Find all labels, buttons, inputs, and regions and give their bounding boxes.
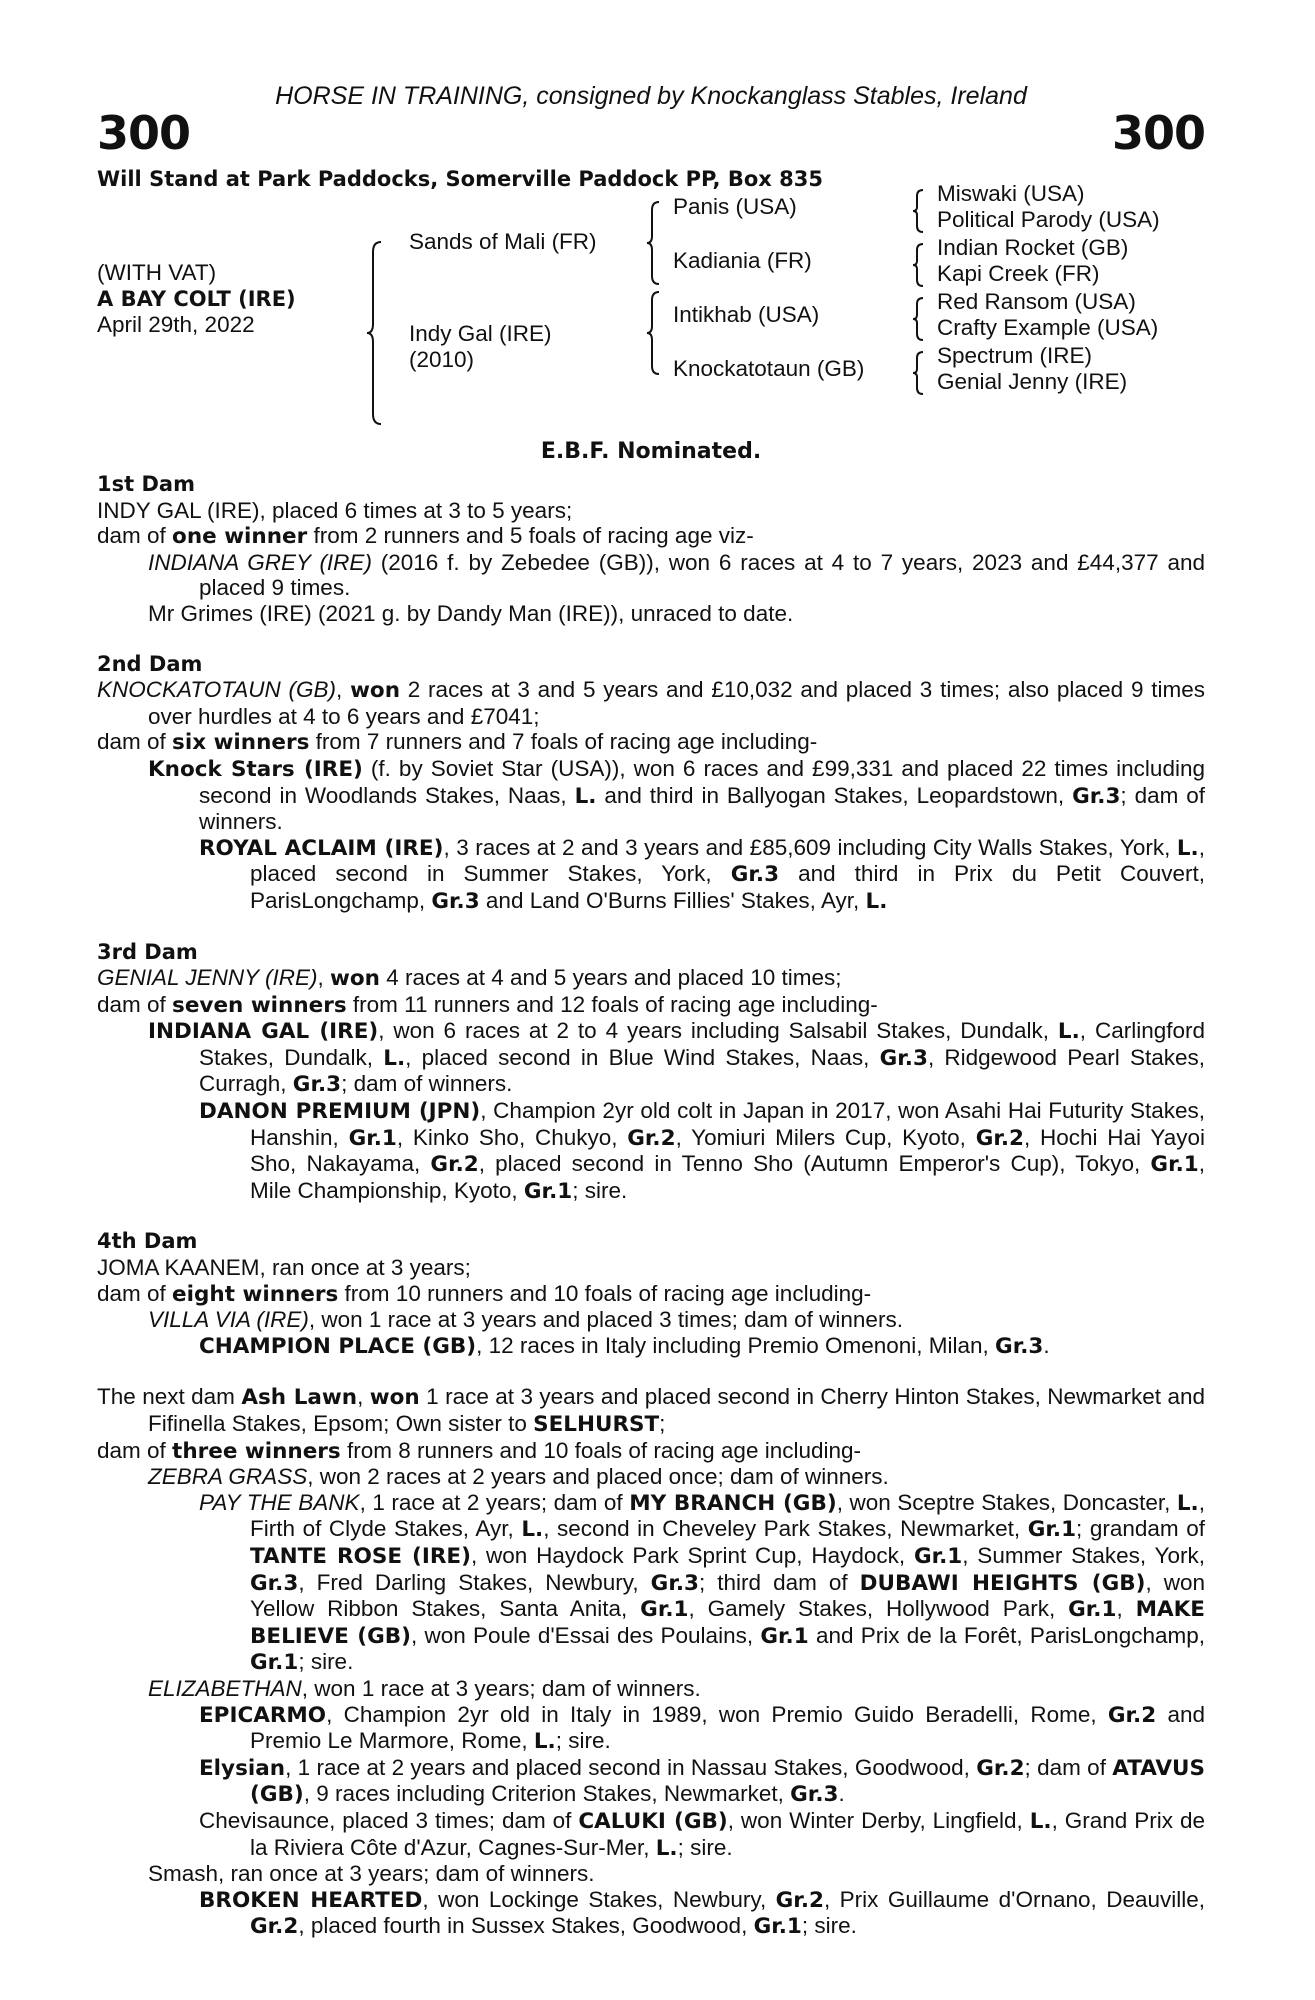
bold-text-run: MAKE BELIEVE (GB) bbox=[250, 1597, 1205, 1649]
bold-text-run: ROYAL ACLAIM (IRE) bbox=[199, 835, 444, 861]
produce-record bbox=[97, 523, 1205, 550]
vat-note: (WITH VAT) bbox=[97, 260, 217, 285]
bold-text-run: Gr.2 bbox=[976, 1755, 1025, 1781]
text-run: . bbox=[838, 1781, 845, 1807]
bold-text-run: Ash Lawn bbox=[241, 1385, 358, 1411]
text-run: from 2 runners and 5 foals of racing age viz- bbox=[307, 523, 754, 549]
ebf-nomination: E.B.F. Nominated. bbox=[540, 439, 762, 464]
produce-record bbox=[97, 1384, 1205, 1437]
produce-record bbox=[97, 1333, 1205, 1360]
bold-text-run: one winner bbox=[172, 524, 308, 550]
dam-dam: Knockatotaun (GB) bbox=[673, 356, 865, 381]
g3-ancestor-5: Red Ransom (USA) bbox=[937, 289, 1136, 314]
lot-number-right: 300 bbox=[1111, 106, 1205, 160]
text-run: , won Poule d'Essai des Poulains, bbox=[410, 1622, 761, 1648]
produce-record bbox=[97, 1255, 1205, 1281]
italic-text-run: ELIZABETHAN bbox=[148, 1675, 302, 1701]
text-run: , won Yellow Ribbon Stakes, Santa Anita, bbox=[250, 1569, 1206, 1622]
produce-record bbox=[97, 1808, 1205, 1861]
bold-text-run: Gr.1 bbox=[1068, 1597, 1117, 1623]
produce-record bbox=[97, 1098, 1205, 1204]
bold-text-run: Gr.3 bbox=[995, 1333, 1044, 1359]
foaling-date: April 29th, 2022 bbox=[97, 312, 255, 337]
bold-text-run: Gr.1 bbox=[1150, 1152, 1199, 1178]
text-run: , placed second in Tenno Sho (Autumn Emperor's Cup), Tokyo, bbox=[478, 1151, 1151, 1177]
text-run: , placed fourth in Sussex Stakes, Goodwood, bbox=[298, 1913, 754, 1939]
bold-text-run: won bbox=[369, 1385, 420, 1411]
dam-section bbox=[97, 472, 1205, 627]
text-run: ; bbox=[659, 1411, 666, 1436]
text-run: from 8 runners and 10 foals of racing age including- bbox=[340, 1437, 862, 1463]
text-run: , Mile Championship, Kyoto, bbox=[250, 1151, 1205, 1203]
text-run: and third in Prix du Petit Couvert, ParisLongchamp, bbox=[250, 861, 1206, 913]
text-run: , won Sceptre Stakes, Doncaster, bbox=[836, 1489, 1177, 1515]
bold-text-run: CHAMPION PLACE (GB) bbox=[199, 1333, 477, 1359]
produce-record bbox=[97, 601, 1205, 627]
text-run: , won 6 races at 2 to 4 years including Salsabil Stakes, Dundalk, bbox=[378, 1018, 1058, 1044]
text-run: , Ridgewood Pearl Stakes, Curragh, bbox=[199, 1044, 1205, 1097]
consignment-line: HORSE IN TRAINING, consigned by Knockanglass Stables, Ireland bbox=[275, 82, 1027, 110]
bold-text-run: L. bbox=[1176, 1490, 1199, 1516]
text-run: from 10 runners and 10 foals of racing age including- bbox=[338, 1280, 872, 1306]
bold-text-run: Gr.1 bbox=[753, 1914, 802, 1940]
italic-text-run: PAY THE BANK bbox=[199, 1489, 360, 1515]
text-run: 4 races at 4 and 5 years and placed 10 times; bbox=[379, 965, 842, 991]
text-run: (f. by Soviet Star (USA)), won 6 races and £99,331 and placed 22 times including second in Woodlands Stakes, Naas, bbox=[199, 755, 1205, 808]
text-run: dam of bbox=[97, 1437, 173, 1463]
pedigree-brace-g3-2 bbox=[911, 242, 927, 288]
text-run: ; grandam of bbox=[1076, 1516, 1206, 1542]
bold-text-run: Gr.2 bbox=[430, 1152, 479, 1178]
text-run: , 1 race at 2 years; dam of bbox=[359, 1489, 630, 1515]
text-run: ; sire. bbox=[572, 1177, 628, 1203]
bold-text-run: Gr.3 bbox=[431, 888, 480, 914]
bold-text-run: Gr.1 bbox=[523, 1178, 573, 1204]
bold-text-run: Gr.3 bbox=[250, 1570, 299, 1596]
dam-heading: 3rd Dam bbox=[97, 939, 198, 964]
text-run: from 11 runners and 12 foals of racing age including- bbox=[346, 991, 878, 1017]
text-run: , placed second in Summer Stakes, York, bbox=[250, 834, 1205, 887]
produce-record bbox=[97, 1676, 1205, 1702]
text-run: , won Winter Derby, Lingfield, bbox=[727, 1807, 1030, 1833]
italic-text-run: ZEBRA GRASS bbox=[148, 1464, 308, 1490]
g3-ancestor-7: Spectrum (IRE) bbox=[937, 343, 1093, 368]
dam-section bbox=[97, 1229, 1205, 1359]
bold-text-run: L. bbox=[533, 1729, 556, 1755]
lot-number-left: 300 bbox=[97, 106, 191, 160]
text-run: , Firth of Clyde Stakes, Ayr, bbox=[250, 1489, 1205, 1542]
text-run: Chevisaunce, placed 3 times; dam of bbox=[199, 1807, 579, 1833]
bold-text-run: Gr.3 bbox=[1072, 783, 1121, 809]
bold-text-run: won bbox=[330, 966, 380, 992]
text-run: dam of bbox=[97, 523, 173, 549]
sire-name: Sands of Mali (FR) bbox=[409, 229, 597, 254]
text-run: , bbox=[336, 677, 351, 703]
bold-text-run: MY BRANCH (GB) bbox=[629, 1490, 837, 1516]
text-run: ; sire. bbox=[677, 1834, 733, 1860]
pedigree-table bbox=[97, 181, 1205, 428]
text-run: Mr Grimes (IRE) (2021 g. by Dandy Man (IRE)), unraced to date. bbox=[148, 600, 794, 626]
bold-text-run: CALUKI (GB) bbox=[578, 1808, 728, 1834]
produce-record bbox=[97, 677, 1205, 729]
g3-ancestor-6: Crafty Example (USA) bbox=[937, 315, 1159, 340]
text-run: , Yomiuri Milers Cup, Kyoto, bbox=[675, 1124, 976, 1150]
bold-text-run: Gr.3 bbox=[730, 862, 780, 888]
bold-text-run: Gr.1 bbox=[640, 1597, 689, 1623]
text-run: and Land O'Burns Fillies' Stakes, Ayr, bbox=[479, 887, 866, 913]
text-run: ; dam of winners. bbox=[341, 1071, 513, 1097]
italic-text-run: INDIANA GREY (IRE) bbox=[148, 549, 381, 575]
bold-text-run: Gr.2 bbox=[250, 1914, 299, 1940]
g3-ancestor-2: Political Parody (USA) bbox=[937, 207, 1160, 232]
text-run: , Grand Prix de la Riviera Côte d'Azur, Cagnes-Sur-Mer, bbox=[250, 1807, 1205, 1860]
produce-record bbox=[97, 1887, 1205, 1940]
produce-record bbox=[97, 835, 1205, 915]
dam-section bbox=[97, 652, 1205, 915]
text-run: . bbox=[1043, 1332, 1050, 1358]
bold-text-run: Gr.3 bbox=[790, 1782, 839, 1808]
produce-record bbox=[97, 756, 1205, 835]
bold-text-run: Gr.3 bbox=[650, 1570, 699, 1596]
text-run: dam of bbox=[97, 1280, 173, 1306]
produce-record bbox=[97, 498, 1205, 524]
pedigree-brace-g3-3 bbox=[911, 296, 927, 342]
produce-record bbox=[97, 729, 1205, 756]
bold-text-run: TANTE ROSE (IRE) bbox=[250, 1543, 471, 1569]
bold-text-run: L. bbox=[521, 1517, 544, 1543]
dam-year: (2010) bbox=[409, 347, 475, 372]
text-run: ; third dam of bbox=[698, 1569, 860, 1595]
text-run: ; sire. bbox=[298, 1649, 354, 1675]
text-run: (2016 f. by Zebedee (GB)), won 6 races at 4 to 7 years, 2023 and £44,377 and placed 9 times. bbox=[199, 549, 1205, 601]
text-run: ; sire. bbox=[555, 1728, 611, 1754]
produce-record bbox=[97, 1464, 1205, 1490]
italic-text-run: KNOCKATOTAUN (GB) bbox=[97, 677, 337, 703]
bold-text-run: Gr.1 bbox=[913, 1543, 963, 1569]
text-run: and Premio Le Marmore, Rome, bbox=[250, 1701, 1205, 1754]
bold-text-run: Gr.1 bbox=[760, 1623, 809, 1649]
bold-text-run: L. bbox=[655, 1835, 678, 1861]
produce-record bbox=[97, 992, 1205, 1019]
pedigree-brace-g3-4 bbox=[911, 350, 927, 396]
bold-text-run: won bbox=[350, 678, 401, 704]
bold-text-run: SELHURST bbox=[533, 1412, 660, 1437]
bold-text-run: Knock Stars (IRE) bbox=[148, 756, 363, 782]
dam-section bbox=[97, 1384, 1205, 1939]
text-run: , 9 races including Criterion Stakes, Newmarket, bbox=[303, 1781, 791, 1807]
text-run: 1 race at 3 years and placed second in Cherry Hinton Stakes, Newmarket and Fifinella Stakes, Epsom; Own sister to bbox=[148, 1384, 1205, 1436]
bold-text-run: eight winners bbox=[172, 1281, 339, 1307]
g3-ancestor-8: Genial Jenny (IRE) bbox=[937, 369, 1128, 394]
bold-text-run: INDIANA GAL (IRE) bbox=[148, 1019, 379, 1045]
produce-record bbox=[97, 1702, 1205, 1755]
g3-ancestor-3: Indian Rocket (GB) bbox=[937, 235, 1129, 260]
text-run: , won Haydock Park Sprint Cup, Haydock, bbox=[470, 1542, 914, 1568]
text-run: , 3 races at 2 and 3 years and £85,609 including City Walls Stakes, York, bbox=[443, 834, 1177, 860]
bold-text-run: Gr.2 bbox=[775, 1887, 824, 1913]
text-run: dam of bbox=[97, 991, 173, 1017]
bold-text-run: Gr.2 bbox=[1107, 1702, 1157, 1728]
text-run: , Summer Stakes, York, bbox=[962, 1542, 1205, 1568]
bold-text-run: L. bbox=[1176, 835, 1199, 861]
text-run: Smash, ran once at 3 years; dam of winners. bbox=[148, 1861, 595, 1887]
text-run: , placed second in Blue Wind Stakes, Naas, bbox=[405, 1044, 880, 1070]
bold-text-run: L. bbox=[865, 888, 888, 914]
italic-text-run: GENIAL JENNY (IRE) bbox=[97, 965, 318, 991]
text-run: , Hochi Hai Yayoi Sho, Nakayama, bbox=[250, 1124, 1205, 1177]
text-run: , won 2 races at 2 years and placed once; dam of winners. bbox=[307, 1464, 889, 1490]
text-run: , Gamely Stakes, Hollywood Park, bbox=[688, 1596, 1069, 1622]
text-run: and Prix de la Forêt, ParisLongchamp, bbox=[808, 1622, 1205, 1648]
produce-record bbox=[97, 1307, 1205, 1333]
bold-text-run: three winners bbox=[172, 1438, 341, 1464]
text-run: JOMA KAANEM, ran once at 3 years; bbox=[97, 1255, 471, 1281]
produce-record bbox=[97, 550, 1205, 601]
bold-text-run: seven winners bbox=[172, 992, 347, 1018]
text-run: , Fred Darling Stakes, Newbury, bbox=[298, 1569, 651, 1595]
text-run: , Kinko Sho, Chukyo, bbox=[396, 1124, 628, 1150]
sire-dam: Kadiania (FR) bbox=[673, 248, 812, 273]
g3-ancestor-1: Miswaki (USA) bbox=[937, 181, 1085, 206]
text-run: , bbox=[357, 1384, 370, 1410]
produce-record bbox=[97, 1490, 1205, 1676]
bold-text-run: EPICARMO bbox=[199, 1702, 327, 1728]
italic-text-run: VILLA VIA (IRE) bbox=[148, 1307, 309, 1333]
text-run: , bbox=[1116, 1596, 1136, 1622]
sire-sire: Panis (USA) bbox=[673, 194, 797, 219]
bold-text-run: L. bbox=[1029, 1808, 1052, 1834]
bold-text-run: Gr.1 bbox=[250, 1650, 299, 1676]
pedigree-brace-main bbox=[365, 240, 385, 426]
text-run: , Prix Guillaume d'Ornano, Deauville, bbox=[823, 1886, 1206, 1912]
text-run: The next dam bbox=[97, 1384, 242, 1410]
dam-heading: 4th Dam bbox=[97, 1229, 198, 1254]
bold-text-run: ATAVUS (GB) bbox=[250, 1755, 1205, 1808]
g3-ancestor-4: Kapi Creek (FR) bbox=[937, 261, 1100, 286]
text-run: , won Lockinge Stakes, Newbury, bbox=[422, 1886, 776, 1912]
bold-text-run: Gr.3 bbox=[292, 1072, 342, 1098]
lot-number-row bbox=[97, 106, 1205, 164]
text-run: ; sire. bbox=[801, 1913, 857, 1939]
text-run: 2 races at 3 and 5 years and £10,032 and placed 3 times; also placed 9 times over hurdles at 4 to 6 years and £7041; bbox=[148, 677, 1205, 729]
text-run: , bbox=[317, 965, 330, 991]
text-run: INDY GAL (IRE), placed 6 times at 3 to 5 years; bbox=[97, 497, 573, 523]
text-run: , Champion 2yr old in Italy in 1989, won Premio Guido Beradelli, Rome, bbox=[326, 1701, 1108, 1727]
bold-text-run: DANON PREMIUM (JPN) bbox=[199, 1099, 481, 1125]
bold-text-run: L. bbox=[574, 783, 597, 809]
bold-text-run: L. bbox=[1057, 1019, 1080, 1045]
horse-name: A BAY COLT (IRE) bbox=[97, 287, 296, 311]
bold-text-run: Gr.3 bbox=[879, 1045, 928, 1071]
bold-text-run: Elysian bbox=[199, 1755, 286, 1781]
produce-record bbox=[97, 1861, 1205, 1887]
bold-text-run: six winners bbox=[172, 730, 310, 756]
produce-record bbox=[97, 1281, 1205, 1308]
text-run: , 12 races in Italy including Premio Omenoni, Milan, bbox=[476, 1332, 996, 1358]
bold-text-run: Gr.2 bbox=[975, 1125, 1024, 1151]
dam-name: Indy Gal (IRE) bbox=[409, 321, 552, 346]
dam-sire: Intikhab (USA) bbox=[673, 302, 820, 327]
produce-record bbox=[97, 1438, 1205, 1465]
bold-text-run: Gr.2 bbox=[627, 1125, 676, 1151]
produce-record bbox=[97, 1755, 1205, 1808]
text-run: and third in Ballyogan Stakes, Leopardstown, bbox=[596, 782, 1073, 808]
text-run: ; dam of winners. bbox=[199, 782, 1206, 835]
text-run: ; dam of bbox=[1024, 1754, 1113, 1780]
dam-section bbox=[97, 940, 1205, 1205]
standing-location: Will Stand at Park Paddocks, Somerville Paddock PP, Box 835 bbox=[97, 167, 823, 191]
text-run: , Carlingford Stakes, Dundalk, bbox=[199, 1018, 1205, 1070]
bold-text-run: Gr.1 bbox=[348, 1125, 397, 1151]
bold-text-run: BROKEN HEARTED bbox=[199, 1887, 423, 1913]
pedigree-brace-sire bbox=[645, 200, 663, 286]
text-run: , won 1 race at 3 years and placed 3 times; dam of winners. bbox=[308, 1307, 903, 1333]
produce-record bbox=[97, 1018, 1205, 1098]
dam-sections bbox=[97, 472, 1205, 1940]
dam-heading: 2nd Dam bbox=[97, 651, 203, 676]
text-run: from 7 runners and 7 foals of racing age including- bbox=[309, 729, 818, 755]
dam-heading: 1st Dam bbox=[97, 472, 195, 496]
text-run: , 1 race at 2 years and placed second in Nassau Stakes, Goodwood, bbox=[285, 1754, 977, 1780]
catalogue-page bbox=[97, 78, 1205, 1965]
text-run: , second in Cheveley Park Stakes, Newmarket, bbox=[543, 1516, 1028, 1542]
pedigree-brace-g3-1 bbox=[911, 188, 927, 234]
bold-text-run: L. bbox=[383, 1045, 406, 1071]
bold-text-run: DUBAWI HEIGHTS (GB) bbox=[859, 1570, 1146, 1596]
text-run: , won 1 race at 3 years; dam of winners. bbox=[301, 1675, 701, 1701]
text-run: , Champion 2yr old colt in Japan in 2017, won Asahi Hai Futurity Stakes, Hanshin, bbox=[250, 1098, 1206, 1150]
pedigree-brace-dam bbox=[645, 290, 663, 376]
bold-text-run: Gr.1 bbox=[1027, 1517, 1077, 1543]
text-run: dam of bbox=[97, 729, 173, 755]
produce-record bbox=[97, 965, 1205, 992]
